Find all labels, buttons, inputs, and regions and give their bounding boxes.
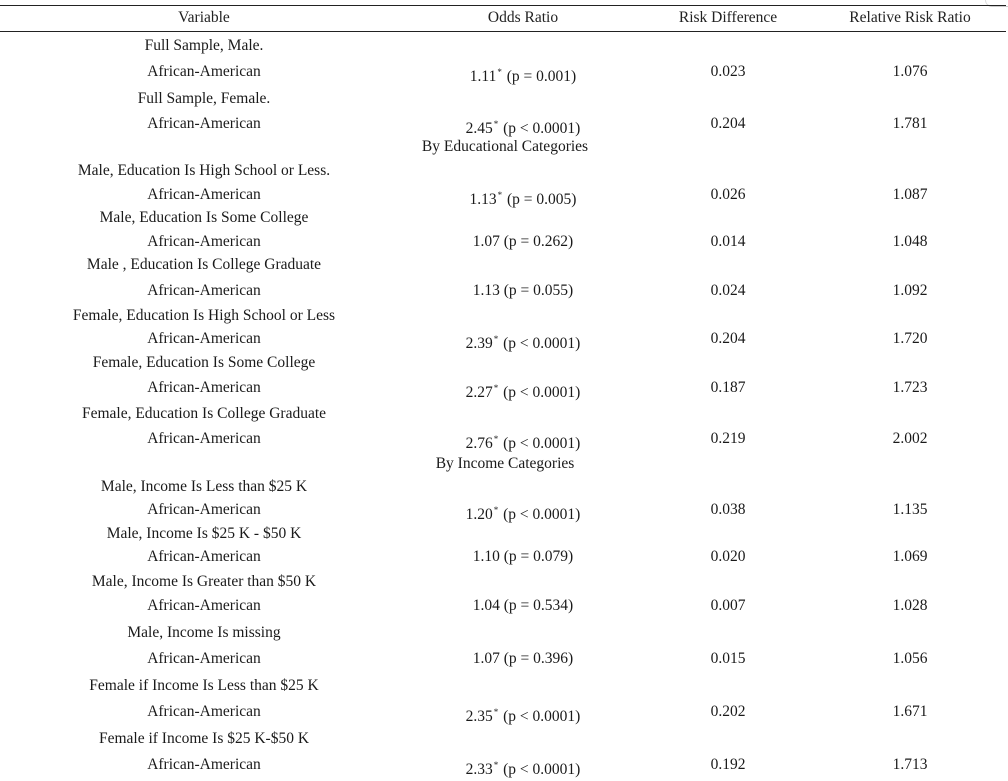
relative-risk-ratio-cell: 1.048: [892, 233, 928, 250]
risk-difference-cell: 0.204: [710, 330, 746, 347]
group-heading-text: Female if Income Is Less than $25 K: [89, 677, 319, 694]
header-variable: Variable: [178, 9, 230, 26]
header-rule: [0, 31, 1006, 32]
p-value: (p = 0.262): [503, 233, 574, 250]
odds-ratio-cell: [418, 546, 628, 568]
risk-difference-cell: 0.023: [710, 63, 746, 80]
table-row: [0, 280, 1008, 302]
p-value: (p < 0.0001): [503, 120, 581, 137]
group-heading-text: Female, Education Is Some College: [92, 354, 316, 371]
group-heading-text: Male, Education Is Some College: [99, 209, 309, 226]
group-heading: [0, 622, 1008, 644]
risk-difference-cell: 0.026: [710, 186, 746, 203]
group-heading-text: Male, Income Is $25 K - $50 K: [106, 525, 302, 542]
relative-risk-ratio-cell: 1.028: [892, 597, 928, 614]
odds-ratio-cell: [418, 701, 628, 728]
table-row: [0, 428, 1008, 450]
group-heading: [0, 305, 1008, 327]
p-value: (p < 0.0001): [503, 335, 581, 352]
group-heading-text: Female, Education Is College Graduate: [81, 405, 327, 422]
group-heading-text: Male, Education Is High School or Less.: [77, 162, 331, 179]
relative-risk-ratio-cell: 1.069: [892, 548, 928, 565]
odds-ratio-value: 1.13: [472, 282, 500, 299]
relative-risk-ratio-cell: 1.781: [892, 115, 928, 132]
table-row: [0, 701, 1008, 723]
variable-cell: African-American: [147, 186, 261, 203]
odds-ratio-value: 1.11: [469, 68, 497, 85]
variable-cell: African-American: [147, 597, 261, 614]
risk-difference-cell: 0.024: [710, 282, 746, 299]
significance-marker: *: [493, 707, 499, 717]
odds-ratio-cell: [418, 328, 628, 355]
section-heading: [0, 136, 1008, 158]
significance-marker: *: [497, 190, 503, 200]
odds-ratio-cell: [418, 280, 628, 302]
table-row: [0, 231, 1008, 253]
odds-ratio-value: 2.27: [465, 384, 493, 401]
p-value: (p = 0.079): [503, 548, 574, 565]
group-heading: [0, 523, 1008, 545]
variable-cell: African-American: [147, 501, 261, 518]
group-heading-text: Female if Income Is $25 K-$50 K: [98, 730, 310, 747]
odds-ratio-value: 2.35: [465, 708, 493, 725]
table-row: [0, 377, 1008, 399]
risk-difference-cell: 0.015: [710, 650, 746, 667]
table-row: [0, 595, 1008, 617]
relative-risk-ratio-cell: 1.076: [892, 63, 928, 80]
relative-risk-ratio-cell: 1.723: [892, 379, 928, 396]
risk-difference-cell: 0.187: [710, 379, 746, 396]
group-heading-text: Male, Income Is missing: [127, 624, 281, 641]
risk-difference-cell: 0.014: [710, 233, 746, 250]
p-value: (p = 0.001): [506, 68, 577, 85]
odds-ratio-cell: [418, 377, 628, 404]
relative-risk-ratio-cell: 1.720: [892, 330, 928, 347]
significance-marker: *: [493, 434, 499, 444]
odds-ratio-value: 1.20: [465, 506, 493, 523]
variable-cell: African-American: [147, 282, 261, 299]
section-heading: [0, 453, 1008, 475]
relative-risk-ratio-cell: 1.087: [892, 186, 928, 203]
relative-risk-ratio-cell: 1.713: [892, 756, 928, 773]
group-heading: [0, 207, 1008, 229]
p-value: (p < 0.0001): [503, 761, 581, 778]
p-value: (p = 0.534): [503, 597, 574, 614]
risk-difference-cell: 0.020: [710, 548, 746, 565]
significance-marker: *: [493, 383, 499, 393]
group-heading: [0, 476, 1008, 498]
group-heading: [0, 160, 1008, 182]
odds-ratio-value: 1.13: [469, 191, 497, 208]
group-heading-text: Male, Income Is Less than $25 K: [100, 478, 308, 495]
risk-difference-cell: 0.202: [710, 703, 746, 720]
group-heading: [0, 675, 1008, 697]
variable-cell: African-American: [147, 233, 261, 250]
header-odds-ratio: Odds Ratio: [487, 9, 559, 26]
variable-cell: African-American: [147, 430, 261, 447]
odds-ratio-value: 2.33: [465, 761, 493, 778]
table-row: [0, 113, 1008, 135]
relative-risk-ratio-cell: 1.056: [892, 650, 928, 667]
group-heading-text: Male, Income Is Greater than $50 K: [91, 573, 317, 590]
risk-difference-cell: 0.007: [710, 597, 746, 614]
group-heading: [0, 88, 1008, 110]
variable-cell: African-American: [147, 330, 261, 347]
odds-ratio-value: 1.07: [472, 650, 500, 667]
p-value: (p = 0.005): [507, 191, 577, 208]
variable-cell: African-American: [147, 63, 261, 80]
risk-difference-cell: 0.204: [710, 115, 746, 132]
table-row: [0, 184, 1008, 206]
odds-ratio-cell: [418, 428, 628, 455]
p-value: (p < 0.0001): [503, 708, 581, 725]
odds-ratio-value: 2.45: [465, 120, 493, 137]
table-row: [0, 754, 1008, 776]
significance-marker: *: [497, 67, 502, 77]
significance-marker: *: [493, 760, 499, 770]
variable-cell: African-American: [147, 115, 261, 132]
header-row: [0, 7, 1008, 29]
group-heading: [0, 254, 1008, 276]
group-heading-text: Female, Education Is High School or Less: [72, 307, 336, 324]
group-heading: [0, 352, 1008, 374]
group-heading-text: Full Sample, Male.: [144, 37, 264, 54]
odds-ratio-value: 1.10: [472, 548, 500, 565]
table-row: [0, 648, 1008, 670]
odds-ratio-cell: [418, 648, 628, 670]
header-risk-difference: Risk Difference: [678, 9, 778, 26]
risk-difference-cell: 0.192: [710, 756, 746, 773]
table-row: [0, 61, 1008, 83]
table-row: [0, 499, 1008, 521]
section-heading-text: By Income Categories: [435, 455, 575, 472]
odds-ratio-value: 2.76: [465, 435, 493, 452]
relative-risk-ratio-cell: 1.135: [892, 501, 928, 518]
odds-ratio-cell: [418, 231, 628, 253]
p-value: (p < 0.0001): [503, 384, 581, 401]
group-heading: [0, 728, 1008, 750]
group-heading: [0, 403, 1008, 425]
table-row: [0, 328, 1008, 350]
group-heading-text: Full Sample, Female.: [137, 90, 271, 107]
section-heading-text: By Educational Categories: [421, 138, 589, 155]
group-heading: [0, 571, 1008, 593]
variable-cell: African-American: [147, 703, 261, 720]
risk-difference-cell: 0.219: [710, 430, 746, 447]
variable-cell: African-American: [147, 548, 261, 565]
p-value: (p < 0.0001): [503, 435, 581, 452]
significance-marker: *: [493, 505, 499, 515]
risk-difference-cell: 0.038: [710, 501, 746, 518]
significance-marker: *: [493, 119, 499, 129]
odds-ratio-cell: [418, 595, 628, 617]
variable-cell: African-American: [147, 379, 261, 396]
p-value: (p = 0.055): [503, 282, 574, 299]
odds-ratio-value: 1.04: [472, 597, 500, 614]
relative-risk-ratio-cell: 2.002: [892, 430, 928, 447]
group-heading-text: Male , Education Is College Graduate: [86, 256, 322, 273]
table-row: [0, 546, 1008, 568]
significance-marker: *: [493, 334, 499, 344]
odds-ratio-value: 2.39: [465, 335, 493, 352]
variable-cell: African-American: [147, 650, 261, 667]
group-heading: [0, 35, 1008, 57]
variable-cell: African-American: [147, 756, 261, 773]
p-value: (p < 0.0001): [503, 506, 581, 523]
odds-ratio-cell: [418, 61, 628, 88]
odds-ratio-value: 1.07: [472, 233, 500, 250]
p-value: (p = 0.396): [503, 650, 574, 667]
top-rule: [0, 5, 1006, 6]
header-relative-risk-ratio: Relative Risk Ratio: [849, 9, 971, 26]
relative-risk-ratio-cell: 1.092: [892, 282, 928, 299]
relative-risk-ratio-cell: 1.671: [892, 703, 928, 720]
odds-ratio-cell: [418, 499, 628, 526]
